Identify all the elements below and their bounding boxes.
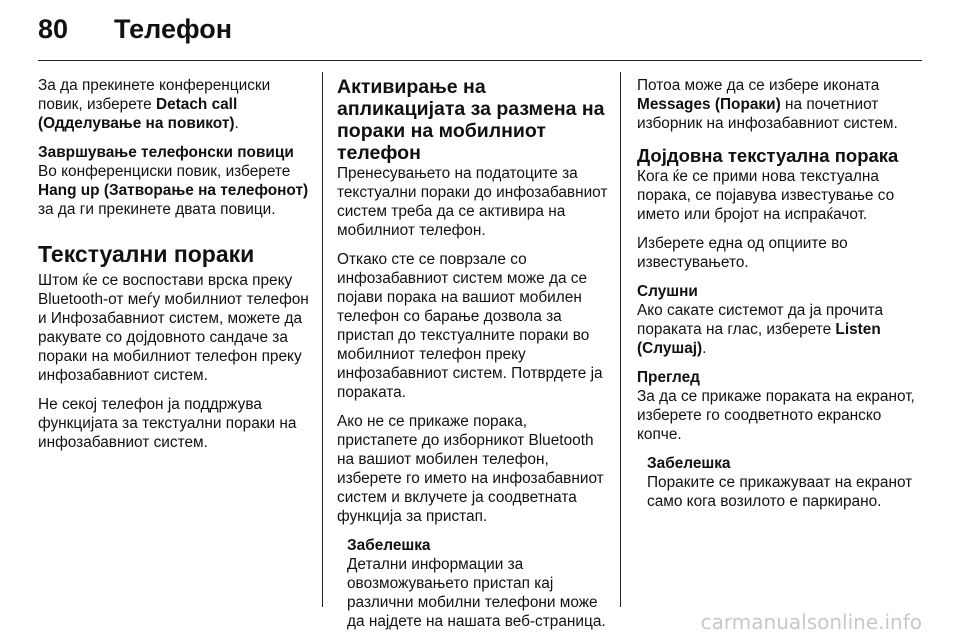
heading-incoming-message: Дојдовна текстуална порака	[637, 145, 899, 166]
paragraph-detach-call: За да прекинете конференциски повик, изберете Detach call (Одделување на повикот).	[38, 77, 271, 132]
paragraph-permission: Откако сте се поврзале со инфозабавниот систем може да се појави порака на вашиот мобилен телефон со барање дозвола за пристап до текстуалните пораки во мобилниот телефон преку инфозабавниот систем. Потврдете ја пораката.	[337, 251, 603, 401]
section-heading-text-messages: Текстуални пораки	[38, 241, 255, 267]
column-3	[637, 76, 917, 511]
paragraph-text-messages-intro: Штом ќе се воспостави врска преку Bluetooth-от меѓу мобилниот телефон и Инфозабавниот систем, можете да ракувате со дојдовното сандаче за пораки на мобилниот телефон преку инфозабавниот систем.	[38, 272, 309, 384]
header-rule	[38, 60, 922, 61]
paragraph-no-message: Ако не се прикаже порака, пристапете до изборникот Bluetooth на вашиот мобилен телефон, изберете го името на инфозабавниот систем и вклучете ја соодветната функција за пристап.	[337, 413, 604, 525]
heading-activate-messaging-app: Активирање на апликацијата за размена на пораки на мобилниот телефон	[337, 76, 605, 164]
page-header	[38, 14, 232, 54]
note-text-2: Пораките се прикажуваат на екранот само кога возилото е паркирано.	[647, 474, 913, 510]
messages-term: Messages (Пораки)	[637, 96, 781, 113]
watermark: carmanualsonline.info	[700, 610, 922, 634]
paragraph-text-messages-support: Не секој телефон ја поддржува функцијата за текстуални пораки на инфозабавниот систем.	[38, 396, 297, 451]
paragraph-listen: Ако сакате системот да ја прочита пораката на глас, изберете Listen (Слушај).	[637, 302, 884, 357]
note-title: Забелешка	[347, 537, 431, 554]
subheading-view: Преглед	[637, 369, 700, 386]
paragraph-select-option: Изберете една од опциите во известувањето.	[637, 235, 848, 271]
page-title: Телефон	[114, 14, 233, 44]
note-box-2	[647, 454, 917, 511]
listen-term: Listen (Слушај)	[637, 321, 881, 357]
paragraph-view: За да се прикаже пораката на екранот, изберете го соодветното екранско копче.	[637, 388, 915, 443]
subheading-ending-calls: Завршување телефонски повици	[38, 144, 294, 161]
paragraph-activation: Пренесувањето на податоците за текстуални пораки до инфозабавниот систем треба да се активира на мобилниот телефон.	[337, 165, 608, 239]
note-text: Детални информации за овозможувањето пристап кај различни мобилни телефони може да најдете на нашата веб-страница.	[347, 556, 606, 630]
column-divider-1	[322, 72, 323, 607]
column-1	[38, 76, 310, 462]
paragraph-messages-icon: Потоа може да се избере иконата Messages (Пораки) на почетниот изборник на инфозабавниот систем.	[637, 77, 898, 132]
paragraph-incoming-notification: Кога ќе се прими нова текстуална порака, се појавува известување со името или бројот на испраќачот.	[637, 168, 895, 223]
column-divider-2	[620, 72, 621, 607]
paragraph-hang-up: Во конференциски повик, изберете Hang up (Затворање на телефонот) за да ги прекинете двата повици.	[38, 163, 309, 218]
column-2	[337, 76, 609, 631]
detach-call-term: Detach call (Одделување на повикот)	[38, 96, 238, 132]
hang-up-term: Hang up (Затворање на телефонот)	[38, 182, 309, 199]
page-number: 80	[38, 14, 69, 44]
subheading-listen: Слушни	[637, 283, 698, 300]
note-title-2: Забелешка	[647, 455, 731, 472]
note-box	[347, 536, 609, 631]
